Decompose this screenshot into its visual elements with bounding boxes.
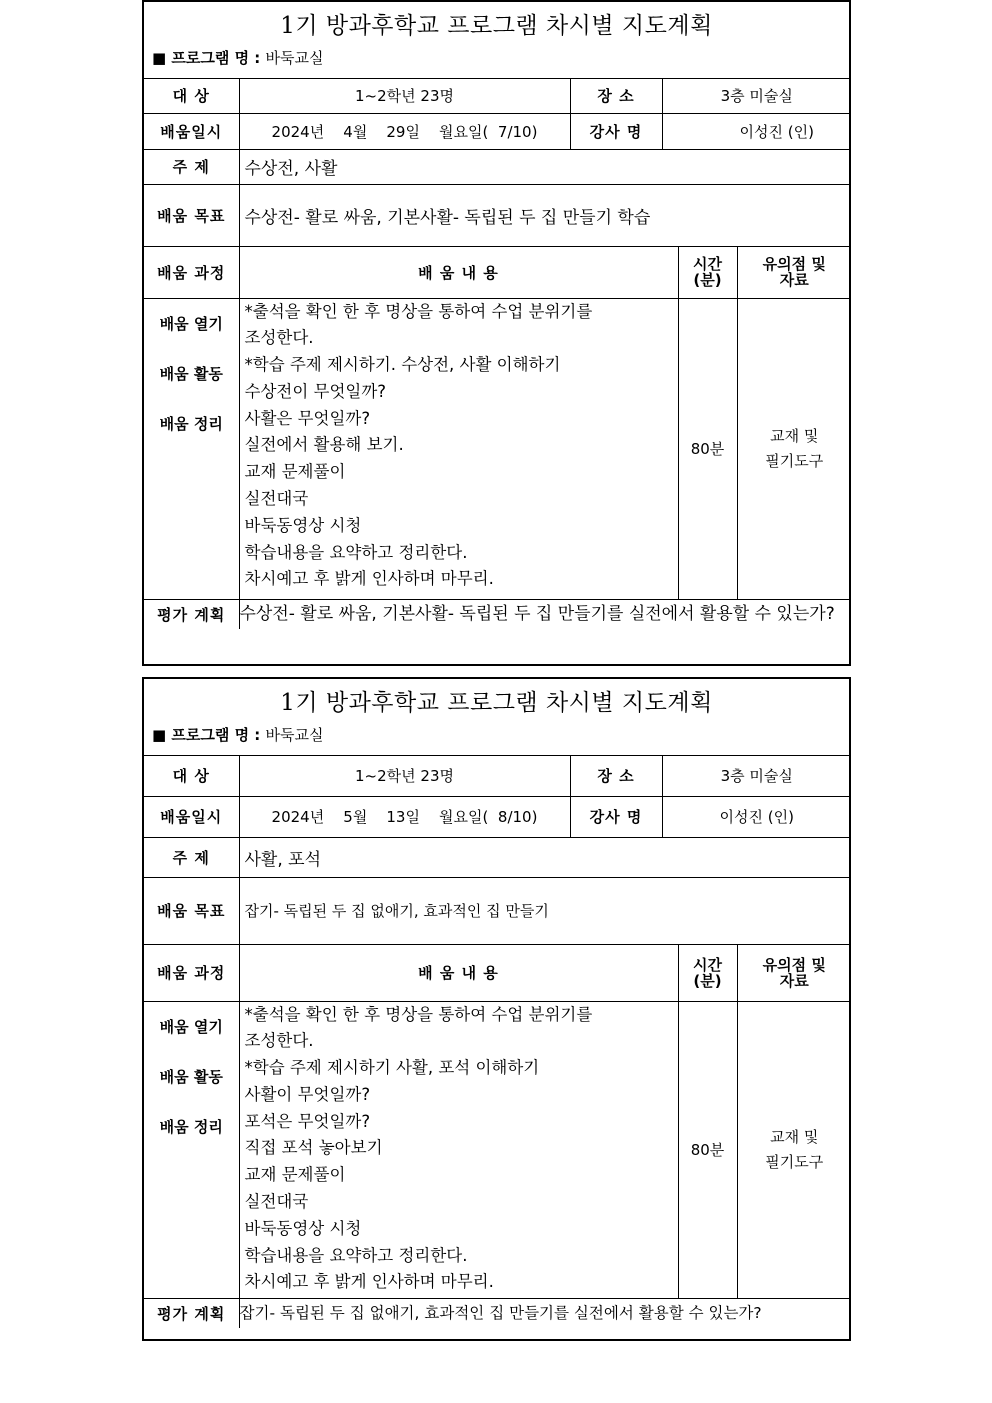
program-name: 바둑교실 bbox=[265, 726, 324, 744]
topic-label: 주 제 bbox=[144, 149, 239, 184]
content-label: 배 움 내 용 bbox=[239, 246, 678, 298]
content-line: 차시예고 후 밝게 인사하며 마무리. bbox=[244, 569, 494, 589]
time-label: 시간 (분) bbox=[678, 944, 737, 1001]
content-line: 실전에서 활용해 보기. bbox=[244, 435, 404, 455]
materials-line: 필기도구 bbox=[765, 1152, 824, 1171]
step-activity: 배움 활동 bbox=[159, 1067, 223, 1086]
plan-table bbox=[144, 79, 851, 629]
date-value: 2024년 5월 13일 월요일( 8/10) bbox=[239, 796, 570, 837]
step-wrapup: 배움 정리 bbox=[159, 1117, 223, 1136]
content-line: 교재 문제풀이 bbox=[244, 462, 346, 482]
eval-label: 평가 계획 bbox=[144, 1298, 239, 1328]
notes-label: 유의점 및 자료 bbox=[737, 246, 851, 298]
topic-value: 사활, 포석 bbox=[239, 837, 851, 877]
materials-line: 교재 및 bbox=[770, 1127, 819, 1146]
materials-line: 필기도구 bbox=[765, 451, 824, 470]
content-line: 교재 문제풀이 bbox=[244, 1165, 346, 1185]
content-line: *출석을 확인 한 후 명상을 통하여 수업 분위기를 bbox=[244, 301, 593, 321]
goal-label: 배움 목표 bbox=[144, 877, 239, 944]
topic-value: 수상전, 사활 bbox=[239, 149, 851, 184]
program-name: 바둑교실 bbox=[265, 49, 324, 67]
target-label: 대 상 bbox=[144, 79, 239, 113]
program-label: ■ 프로그램 명 : bbox=[152, 726, 261, 744]
content-line: *출석을 확인 한 후 명상을 통하여 수업 분위기를 bbox=[244, 1004, 593, 1024]
eval-label: 평가 계획 bbox=[144, 599, 239, 629]
steps-cell bbox=[144, 1001, 239, 1298]
materials-cell bbox=[737, 298, 851, 599]
content-line: 바둑동영상 시청 bbox=[244, 515, 362, 535]
lesson-plan-1 bbox=[142, 0, 851, 666]
step-open: 배움 열기 bbox=[159, 1017, 223, 1036]
content-line: 학습내용을 요약하고 정리한다. bbox=[244, 1245, 468, 1265]
plan-header bbox=[144, 2, 849, 79]
content-line: 조성한다. bbox=[244, 1031, 314, 1051]
content-line: *학습 주제 제시하기. 수상전, 사활 이해하기 bbox=[244, 355, 561, 375]
target-label: 대 상 bbox=[144, 756, 239, 796]
place-label: 장 소 bbox=[570, 79, 662, 113]
place-value: 3층 미술실 bbox=[662, 756, 851, 796]
process-label: 배움 과정 bbox=[144, 246, 239, 298]
content-cell bbox=[239, 1001, 678, 1298]
plan-table bbox=[144, 756, 851, 1328]
date-value: 2024년 4월 29일 월요일( 7/10) bbox=[239, 113, 570, 149]
place-label: 장 소 bbox=[570, 756, 662, 796]
materials-cell bbox=[737, 1001, 851, 1298]
plan-title: 1기 방과후학교 프로그램 차시별 지도계획 bbox=[280, 690, 713, 716]
program-line bbox=[144, 38, 849, 78]
program-line bbox=[144, 715, 849, 755]
plan-header bbox=[144, 679, 849, 756]
goal-value: 잡기- 독립된 두 집 없애기, 효과적인 집 만들기 bbox=[239, 877, 851, 944]
plan-title: 1기 방과후학교 프로그램 차시별 지도계획 bbox=[280, 13, 713, 39]
eval-value: 잡기- 독립된 두 집 없애기, 효과적인 집 만들기를 실전에서 활용할 수 있는가? bbox=[239, 1298, 851, 1328]
steps-cell bbox=[144, 298, 239, 599]
content-line: 실전대국 bbox=[244, 1192, 309, 1212]
content-line: 포석은 무엇일까? bbox=[244, 1111, 371, 1131]
date-label: 배움일시 bbox=[144, 113, 239, 149]
teacher-value: 이성진 (인) bbox=[662, 113, 851, 149]
goal-label: 배움 목표 bbox=[144, 184, 239, 246]
content-line: *학습 주제 제시하기 사활, 포석 이해하기 bbox=[244, 1058, 540, 1078]
step-open: 배움 열기 bbox=[159, 314, 223, 333]
content-line: 사활이 무엇일까? bbox=[244, 1084, 371, 1104]
content-line: 사활은 무엇일까? bbox=[244, 408, 371, 428]
teacher-value: 이성진 (인) bbox=[662, 796, 851, 837]
content-line: 학습내용을 요약하고 정리한다. bbox=[244, 542, 468, 562]
content-line: 수상전이 무엇일까? bbox=[244, 381, 387, 401]
time-value: 80분 bbox=[678, 298, 737, 599]
materials-line: 교재 및 bbox=[770, 426, 819, 445]
teacher-label: 강사 명 bbox=[570, 113, 662, 149]
content-cell bbox=[239, 298, 678, 599]
time-label: 시간 (분) bbox=[678, 246, 737, 298]
program-label: ■ 프로그램 명 : bbox=[152, 49, 261, 67]
target-value: 1~2학년 23명 bbox=[239, 756, 570, 796]
time-value: 80분 bbox=[678, 1001, 737, 1298]
target-value: 1~2학년 23명 bbox=[239, 79, 570, 113]
eval-value: 수상전- 활로 싸움, 기본사활- 독립된 두 집 만들기를 실전에서 활용할 수 있는가? bbox=[239, 599, 851, 629]
content-line: 직접 포석 놓아보기 bbox=[244, 1138, 383, 1158]
teacher-label: 강사 명 bbox=[570, 796, 662, 837]
content-line: 바둑동영상 시청 bbox=[244, 1218, 362, 1238]
process-label: 배움 과정 bbox=[144, 944, 239, 1001]
step-activity: 배움 활동 bbox=[159, 364, 223, 383]
step-wrapup: 배움 정리 bbox=[159, 414, 223, 433]
goal-value: 수상전- 활로 싸움, 기본사활- 독립된 두 집 만들기 학습 bbox=[239, 184, 851, 246]
place-value: 3층 미술실 bbox=[662, 79, 851, 113]
lesson-plan-2 bbox=[142, 677, 851, 1341]
content-line: 실전대국 bbox=[244, 489, 309, 509]
topic-label: 주 제 bbox=[144, 837, 239, 877]
content-line: 차시예고 후 밝게 인사하며 마무리. bbox=[244, 1272, 494, 1292]
content-label: 배 움 내 용 bbox=[239, 944, 678, 1001]
content-line: 조성한다. bbox=[244, 328, 314, 348]
notes-label: 유의점 및 자료 bbox=[737, 944, 851, 1001]
date-label: 배움일시 bbox=[144, 796, 239, 837]
